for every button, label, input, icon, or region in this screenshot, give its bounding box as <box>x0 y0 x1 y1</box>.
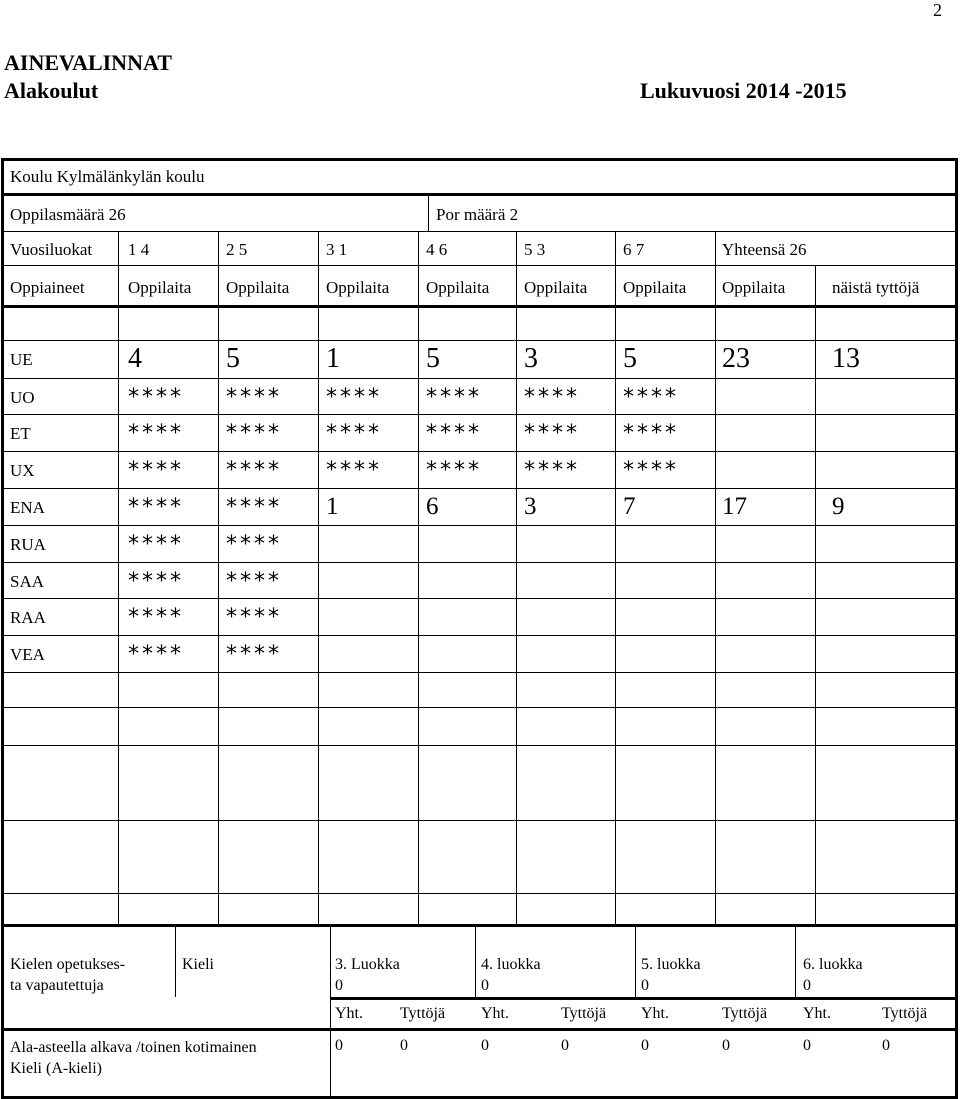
table-cell: **** <box>226 421 282 446</box>
table-rule <box>418 265 419 924</box>
column-header: Oppilaita <box>722 278 786 297</box>
yht-header: Yht. <box>481 1005 509 1022</box>
language-label: Kieli <box>182 956 214 973</box>
table-rule <box>218 231 219 265</box>
table-cell: **** <box>128 385 184 410</box>
table-rule <box>330 997 331 1096</box>
table-cell: **** <box>326 458 382 483</box>
table-cell: **** <box>128 421 184 446</box>
column-header: Oppilaita <box>623 278 687 297</box>
table-rule <box>3 193 957 196</box>
page-number: 2 <box>933 0 942 20</box>
class-value: 0 <box>641 977 649 994</box>
table-rule <box>3 231 957 232</box>
column-header: Oppilaita <box>128 278 192 297</box>
table-rule <box>428 193 429 231</box>
subject-name: UX <box>10 461 35 480</box>
table-rule <box>3 525 957 526</box>
class-value: 0 <box>335 977 343 994</box>
girls-header: Tyttöjä <box>400 1005 446 1022</box>
table-cell: **** <box>226 605 282 630</box>
table-rule <box>318 231 319 265</box>
table-cell: **** <box>524 421 580 446</box>
subject-name: RUA <box>10 535 46 554</box>
table-cell: **** <box>128 495 184 520</box>
class-label: 3. Luokka <box>335 956 400 973</box>
table-rule <box>715 265 716 924</box>
class-value: 0 <box>481 977 489 994</box>
table-cell: **** <box>326 385 382 410</box>
girls-header: Tyttöjä <box>561 1005 607 1022</box>
table-cell: **** <box>524 385 580 410</box>
page-title: AINEVALINNAT <box>4 50 172 75</box>
table-cell: **** <box>623 458 679 483</box>
class-label: 4. luokka <box>481 956 541 973</box>
grade-count: 1 4 <box>128 240 150 259</box>
table-rule <box>3 158 957 161</box>
table-cell: **** <box>226 458 282 483</box>
table-rule <box>118 265 119 924</box>
table-rule <box>3 745 957 746</box>
table-rule <box>218 265 219 924</box>
column-header: näistä tyttöjä <box>832 278 920 297</box>
a-language-label: Kieli (A-kieli) <box>10 1060 102 1077</box>
table-rule <box>516 231 517 265</box>
grade-count: 6 7 <box>623 240 645 259</box>
yht-header: Yht. <box>335 1005 363 1022</box>
table-rule <box>418 231 419 265</box>
table-cell: **** <box>623 385 679 410</box>
a-language-value: 0 <box>641 1037 649 1054</box>
por-count: Por määrä 2 <box>436 205 519 224</box>
table-rule <box>3 340 957 341</box>
subject-name: UE <box>10 350 33 369</box>
grades-label: Vuosiluokat <box>10 240 93 259</box>
table-rule <box>330 924 331 997</box>
grade-count: 5 3 <box>524 240 546 259</box>
table-rule <box>3 820 957 821</box>
table-cell: 5 <box>426 343 440 374</box>
a-language-value: 0 <box>561 1037 569 1054</box>
table-cell: 5 <box>226 343 240 374</box>
a-language-value: 0 <box>335 1037 343 1054</box>
grade-count: 3 1 <box>326 240 348 259</box>
class-label: 6. luokka <box>803 956 863 973</box>
table-rule <box>615 265 616 924</box>
table-rule <box>3 893 957 894</box>
table-cell: **** <box>426 421 482 446</box>
pupil-count: Oppilasmäärä 26 <box>10 205 126 224</box>
table-cell: **** <box>524 458 580 483</box>
table-cell: 13 <box>832 343 860 374</box>
a-language-value: 0 <box>722 1037 730 1054</box>
column-header: Oppiaineet <box>10 278 85 297</box>
table-cell: **** <box>128 532 184 557</box>
table-rule <box>516 265 517 924</box>
table-rule <box>795 924 796 997</box>
table-cell: **** <box>128 642 184 667</box>
class-label: 5. luokka <box>641 956 701 973</box>
table-cell: 9 <box>832 493 845 520</box>
table-cell: **** <box>128 569 184 594</box>
subject-name: UO <box>10 388 35 407</box>
a-language-label: Ala-asteella alkava /toinen kotimainen <box>10 1039 257 1056</box>
table-cell: 5 <box>623 343 637 374</box>
yht-header: Yht. <box>803 1005 831 1022</box>
table-rule <box>3 378 957 379</box>
table-rule <box>815 265 816 924</box>
subject-name: ET <box>10 424 31 443</box>
table-cell: 3 <box>524 493 537 520</box>
table-cell: **** <box>623 421 679 446</box>
subject-name: ENA <box>10 498 45 517</box>
table-cell: **** <box>226 532 282 557</box>
table-rule <box>715 231 716 265</box>
table-cell: **** <box>426 458 482 483</box>
subject-name: VEA <box>10 645 45 664</box>
page-subtitle: Alakoulut <box>4 78 99 103</box>
a-language-value: 0 <box>400 1037 408 1054</box>
table-cell: 3 <box>524 343 538 374</box>
table-cell: 6 <box>426 493 439 520</box>
table-cell: **** <box>426 385 482 410</box>
table-cell: **** <box>226 385 282 410</box>
table-rule <box>3 635 957 636</box>
table-cell: **** <box>128 458 184 483</box>
table-cell: 17 <box>722 493 747 520</box>
subject-name: RAA <box>10 608 46 627</box>
table-cell: 1 <box>326 493 339 520</box>
table-cell: 4 <box>128 343 142 374</box>
school-year: Lukuvuosi 2014 -2015 <box>640 78 847 103</box>
table-cell: 7 <box>623 493 636 520</box>
grades-total: Yhteensä 26 <box>722 240 807 259</box>
table-rule <box>3 707 957 708</box>
table-rule <box>3 305 957 308</box>
table-cell: **** <box>226 569 282 594</box>
table-cell: 23 <box>722 343 750 374</box>
column-header: Oppilaita <box>426 278 490 297</box>
table-rule <box>635 924 636 997</box>
yht-header: Yht. <box>641 1005 669 1022</box>
exempt-label: Kielen opetukses- <box>10 956 126 973</box>
table-rule <box>3 265 957 266</box>
table-cell: **** <box>326 421 382 446</box>
column-header: Oppilaita <box>326 278 390 297</box>
exempt-label: ta vapautettuja <box>10 977 104 994</box>
table-rule <box>3 924 957 927</box>
table-cell: 1 <box>326 343 340 374</box>
table-cell: **** <box>226 495 282 520</box>
table-rule <box>3 414 957 415</box>
girls-header: Tyttöjä <box>722 1005 768 1022</box>
column-header: Oppilaita <box>226 278 290 297</box>
a-language-value: 0 <box>481 1037 489 1054</box>
table-rule <box>615 231 616 265</box>
column-header: Oppilaita <box>524 278 588 297</box>
table-rule <box>955 158 958 1099</box>
table-rule <box>3 562 957 563</box>
table-rule <box>118 231 119 265</box>
table-rule <box>175 924 176 997</box>
grade-count: 2 5 <box>226 240 248 259</box>
table-cell: **** <box>226 642 282 667</box>
grade-count: 4 6 <box>426 240 448 259</box>
table-rule <box>3 488 957 489</box>
table-rule <box>3 672 957 673</box>
table-rule <box>330 997 957 1000</box>
table-rule <box>318 265 319 924</box>
table-rule <box>475 924 476 997</box>
table-rule <box>3 598 957 599</box>
class-value: 0 <box>803 977 811 994</box>
a-language-value: 0 <box>803 1037 811 1054</box>
subject-name: SAA <box>10 572 45 591</box>
school-name: Koulu Kylmälänkylän koulu <box>10 167 205 186</box>
a-language-value: 0 <box>882 1037 890 1054</box>
girls-header: Tyttöjä <box>882 1005 928 1022</box>
table-rule <box>3 451 957 452</box>
table-rule <box>1 158 4 1099</box>
table-cell: **** <box>128 605 184 630</box>
table-rule <box>3 1028 957 1031</box>
